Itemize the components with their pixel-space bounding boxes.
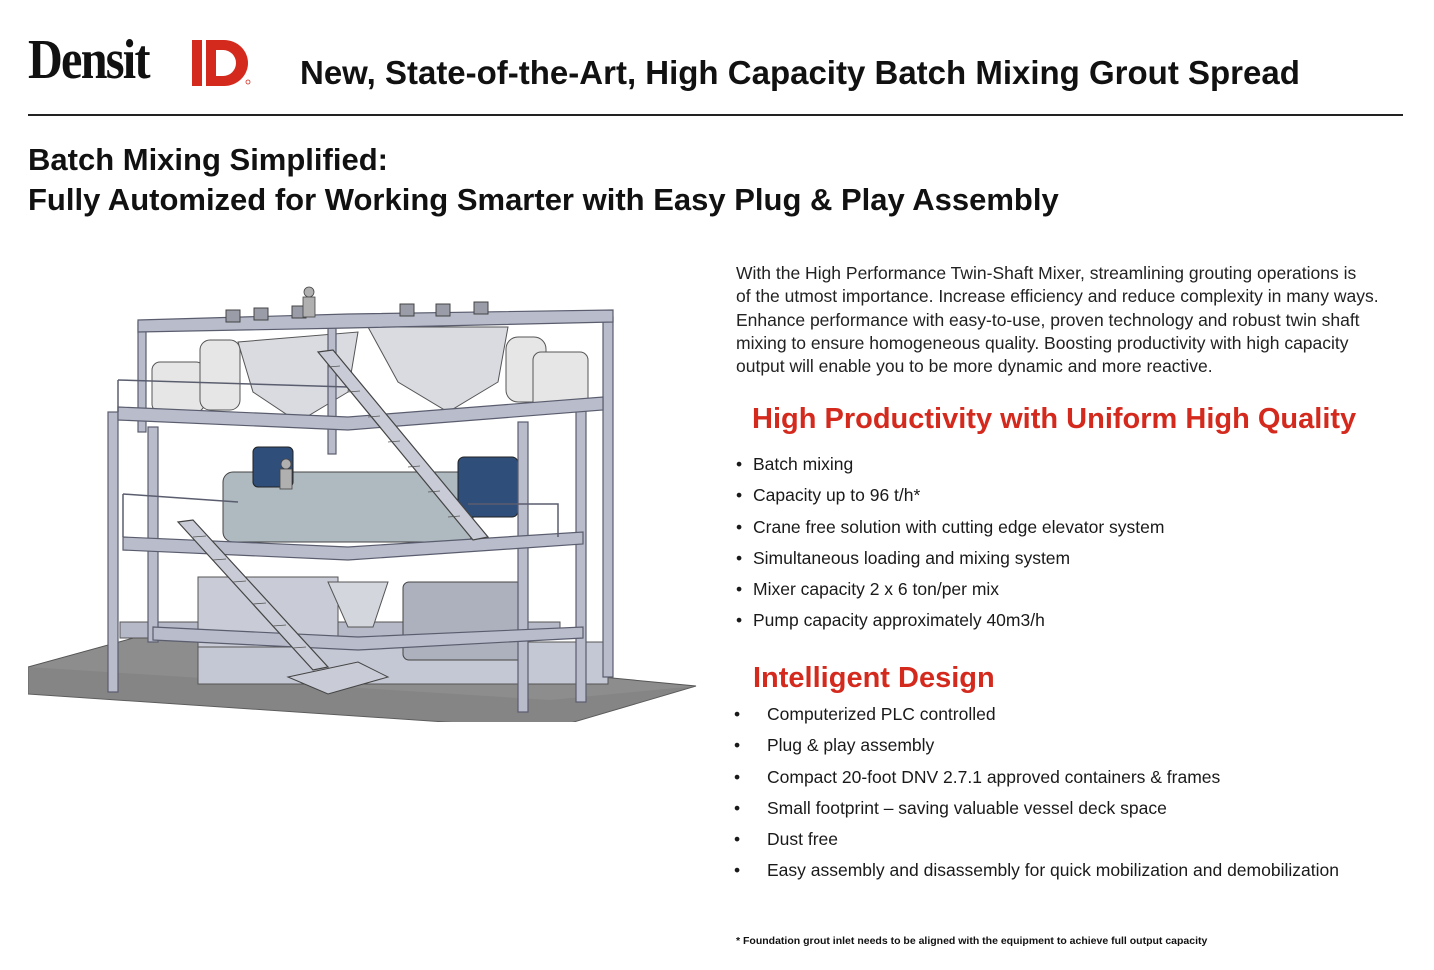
list-item: • Batch mixing xyxy=(736,452,1396,483)
intro-line-2: of the utmost importance. Increase efficiency and reduce complexity in many ways. xyxy=(736,286,1379,307)
list-item: • Mixer capacity 2 x 6 ton/per mix xyxy=(736,577,1396,608)
intro-paragraph xyxy=(736,262,1416,378)
design-feature-list xyxy=(734,702,1404,890)
intro-line-3: Enhance performance with easy-to-use, proven technology and robust twin shaft xyxy=(736,309,1360,330)
list-item: • Compact 20-foot DNV 2.7.1 approved containers & frames xyxy=(734,765,1404,796)
list-item: • Simultaneous loading and mixing system xyxy=(736,546,1396,577)
list-item: • Crane free solution with cutting edge elevator system xyxy=(736,515,1396,546)
bullet-icon: • xyxy=(734,704,741,724)
bullet-icon: • xyxy=(736,454,743,474)
logo-wordmark: Densit xyxy=(28,29,149,91)
list-item: • Dust free xyxy=(734,827,1404,858)
intro-line-5: output will enable you to be more dynamic and more reactive. xyxy=(736,356,1213,377)
bullet-icon: • xyxy=(734,829,741,850)
section-title-productivity: High Productivity with Uniform High Quality xyxy=(752,403,1357,435)
list-item: • Computerized PLC controlled xyxy=(734,702,1404,733)
list-item: • Easy assembly and disassembly for quick mobilization and demobilization xyxy=(734,858,1404,889)
bullet-icon: • xyxy=(736,485,743,506)
bullet-icon: • xyxy=(734,766,741,787)
bullet-icon: • xyxy=(734,860,741,881)
footnote: * Foundation grout inlet needs to be aligned with the equipment to achieve full output capacity xyxy=(736,935,1208,947)
densit-d-logo-icon xyxy=(192,32,276,92)
list-item: • Plug & play assembly xyxy=(734,733,1404,764)
page-title: New, State-of-the-Art, High Capacity Batch Mixing Grout Spread xyxy=(300,54,1300,91)
densit-logo xyxy=(28,30,168,90)
header-divider xyxy=(28,114,1403,116)
productivity-feature-list xyxy=(736,452,1396,640)
list-item: • Capacity up to 96 t/h* xyxy=(736,483,1396,514)
grout-spread-illustration xyxy=(28,282,698,722)
bullet-icon: • xyxy=(736,547,743,568)
headline-line-1: Batch Mixing Simplified: xyxy=(28,142,388,177)
headline xyxy=(28,140,1059,220)
bullet-icon: • xyxy=(734,797,741,818)
intro-line-4: mixing to ensure homogeneous quality. Boosting productivity with high capacity xyxy=(736,332,1349,353)
section-title-intelligent-design: Intelligent Design xyxy=(753,662,995,694)
list-item: • Pump capacity approximately 40m3/h xyxy=(736,608,1396,639)
bullet-icon: • xyxy=(736,516,743,537)
worker-figure xyxy=(303,287,315,317)
list-item: • Small footprint – saving valuable vessel deck space xyxy=(734,796,1404,827)
intro-line-1: With the High Performance Twin-Shaft Mixer, streamlining grouting operations is xyxy=(736,263,1357,283)
headline-line-2: Fully Automized for Working Smarter with Easy Plug & Play Assembly xyxy=(28,182,1059,217)
bullet-icon: • xyxy=(736,610,743,631)
bullet-icon: • xyxy=(736,579,743,600)
bullet-icon: • xyxy=(734,735,741,756)
